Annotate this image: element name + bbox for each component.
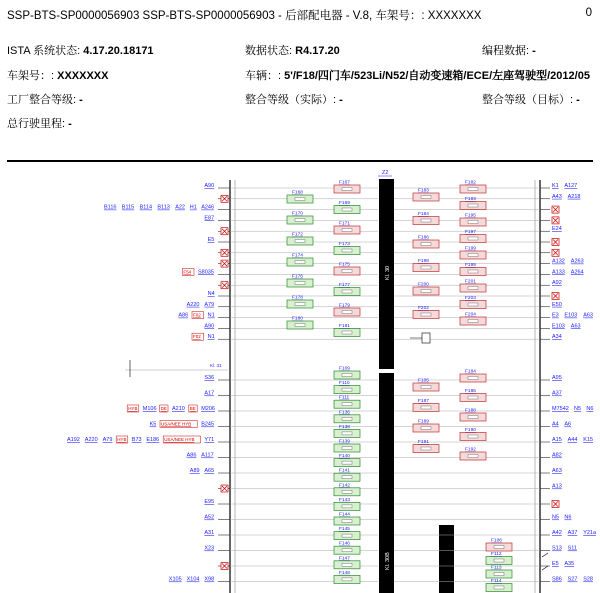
fuse-element [295,303,305,306]
fuse-label: F193 [465,197,476,202]
ref-label: HYB [128,406,138,411]
fuse-element [421,427,431,430]
ref-label: A37 [552,390,562,397]
fuse-label: F201 [465,279,476,285]
switch-symbol [542,553,548,557]
fuse-element [421,243,431,246]
fuse-element [342,461,352,464]
fuse-element [468,435,478,438]
ref-label: A17 [204,390,215,397]
ref-label: A44 [567,437,578,443]
fuse-label: F175 [339,262,350,268]
ref-label: X98 [204,576,215,583]
ref-label: A246 [201,204,215,211]
fuse-element [468,237,478,240]
ref-label: A264 [570,269,584,276]
fuse-element [468,455,478,458]
fuse-label: F148 [339,570,350,576]
fuse-label: F192 [465,447,476,453]
ref-label: A90 [204,323,215,330]
fuse-element [421,290,431,293]
ref-label: A220 [186,301,200,308]
fuse-label: F191 [418,440,429,445]
fuse-label: F178 [292,295,303,301]
ref-label: E24 [552,226,562,233]
fuse-element [468,303,478,306]
ref-label: A86 [178,312,189,319]
programming-data: 编程数据: - [482,45,536,57]
kl31-label: Kl. 31 [210,363,222,368]
ref-label: S8035 [198,269,214,276]
fuse-label: F197 [465,230,476,235]
ref-label: USA/NEE HYB [161,421,192,427]
fuse-label: F203 [465,296,476,301]
fuse-element [342,188,352,191]
relay-coil [422,333,430,343]
fuse-label: F189 [418,419,429,425]
ref-label: Y21a [583,530,597,536]
fuse-element [295,261,305,264]
page-number: 0 [585,7,592,19]
factory-integration-level: 工厂整合等级: - [7,94,83,106]
ref-label: A82 [552,452,562,459]
fuse-element [342,476,352,479]
fuse-label: F181 [339,324,350,329]
fuse-label: F109 [339,366,350,372]
ref-label: H1 [189,204,197,211]
ref-label: B114 [139,204,153,211]
ref-label: A210 [172,406,185,412]
ref-label: N1 [207,334,215,341]
ref-label: N5 [574,406,582,412]
fuse-element [468,254,478,257]
vin: 车架号：: XXXXXXX [7,70,109,82]
mileage: 总行驶里程: - [7,118,72,130]
ref-label: N5 [552,514,560,521]
vehicle: 车辆：: 5'/F18/四门车/523Li/N52/自动变速箱/ECE/左座驾驶型/2012/05 [245,70,590,82]
ref-label: A35 [564,561,575,567]
fuse-element [468,396,478,399]
fuse-label: F186 [465,389,476,394]
fuse-label: F174 [292,253,303,259]
fuse-label: F139 [339,439,350,445]
ref-label: N6 [564,514,572,521]
busbar-kl30-label: Kl. 30 [385,265,391,280]
ref-label: E103 [564,312,578,319]
fuse-element [342,388,352,391]
ref-label: A117 [201,452,214,459]
ref-label: S36 [204,375,215,381]
ref-label: K1 [552,183,559,189]
fuse-element [295,240,305,243]
fuse-label: F204 [465,312,476,318]
ref-label: N1 [207,312,215,319]
ref-label: B113 [157,204,170,211]
fuse-element [468,221,478,224]
ref-label: B245 [201,421,215,428]
fuse-element [468,204,478,207]
fuse-element [295,219,305,222]
ref-label: X104 [186,576,200,583]
fuse-label: F145 [339,527,350,533]
ref-label: A37 [567,530,578,536]
ref-label: X105 [168,576,182,583]
fuse-element [468,270,478,273]
ref-label: A63 [552,468,562,474]
fuse-label: F182 [465,180,476,186]
ref-label: F02 [193,312,201,318]
ref-label: A31 [204,530,215,536]
ref-label: A92 [552,280,562,287]
fuse-label: F176 [292,274,303,280]
fuse-element [421,266,431,269]
ref-label: A63 [570,323,581,330]
fuse-element [342,563,352,566]
fuse-element [342,534,352,537]
ref-label: HYB [117,437,127,442]
ref-label: A15 [552,437,562,443]
ref-label: A90 [204,183,215,189]
ref-label: A6 [564,421,572,428]
ref-label: E5 [207,237,215,243]
fuse-element [468,287,478,290]
fuse-label: F144 [339,512,350,518]
ref-label: A89 [189,468,200,474]
fuse-label: F180 [292,316,303,322]
fuse-element [342,403,352,406]
fuse-element [342,290,352,293]
ref-label: E5 [552,561,559,567]
fuse-element [342,208,352,211]
ref-label: S13 [552,545,562,552]
ref-label: A43 [552,193,562,200]
ref-label: K5 [149,421,157,428]
ref-label: B115 [121,204,135,211]
fuse-element [342,311,352,314]
fuse-label: F184 [418,212,429,217]
fuse-label: F114 [491,579,502,584]
ref-label: A79 [204,301,215,308]
ref-label: DE [160,406,167,411]
ref-label: M106 [142,406,157,412]
fuse-element [468,320,478,323]
fuse-label: F140 [339,454,350,460]
fuse-element [342,417,352,420]
fuse-label: F169 [339,201,350,206]
fuse-element [494,559,504,562]
fuse-label: F112 [491,552,502,557]
ref-label: A63 [583,312,593,319]
data-status: 数据状态: R4.17.20 [245,45,340,57]
ref-label: A133 [552,269,565,276]
fuse-label: F202 [418,306,429,311]
fuse-label: F113 [491,565,502,571]
fuse-element [342,331,352,334]
fuse-label: F147 [339,556,350,562]
fuse-element [494,573,504,576]
integration-level-target: 整合等级（目标）: - [482,94,580,106]
fuse-label: F105 [418,378,429,384]
fuse-label: F173 [339,242,350,247]
fuse-label: F198 [418,259,429,264]
fuse-element [342,270,352,273]
ref-label: M7542 [552,406,569,412]
fuse-element [295,282,305,285]
fuse-element [342,249,352,252]
fuse-label: F106 [491,538,502,544]
busbar-kl30b-label: Kl. 30B [385,552,391,570]
fuse-label: F170 [292,211,303,217]
fuse-element [342,520,352,523]
ref-label: USA/NEE HYB [164,437,195,442]
fuse-label: F143 [339,497,350,503]
fuse-label: F177 [339,283,350,288]
fuse-label: F187 [418,399,429,404]
fuse-label: F167 [339,180,350,186]
ref-label: A192 [67,437,80,443]
fuse-label: F172 [292,232,303,238]
ref-label: S86 [552,576,562,583]
fuse-label: F195 [465,213,476,219]
fuse-element [342,505,352,508]
fuse-element [494,546,504,549]
ref-label: A127 [564,183,578,189]
fuse-label: F199 [465,246,476,252]
ref-label: A95 [552,375,562,381]
ref-label: A132 [552,258,565,265]
fuse-element [421,219,431,222]
fuse-label: F136 [339,410,350,416]
ref-label: M206 [201,406,215,412]
ref-label: B116 [104,204,117,211]
fuse-element [342,374,352,377]
fuse-element [342,447,352,450]
ref-label: A22 [175,204,185,211]
ref-label: S27 [567,576,578,583]
fuse-element [421,313,431,316]
ref-label: A52 [204,514,215,521]
document-title: SSP-BTS-SP0000056903 SSP-BTS-SP0000056903 - 后部配电器 - V.8, 车架号：: XXXXXXX [7,10,482,22]
separator-rule [7,160,593,162]
fuse-label: F186 [418,235,429,241]
fuse-label: F199 [465,263,476,268]
fuse-element [421,447,431,450]
fuse-label: F190 [465,428,476,433]
ref-label: BE [189,406,196,411]
ref-label: X23 [204,545,215,552]
fuse-label: F188 [465,408,476,414]
ref-label: A13 [552,483,562,490]
fuse-element [342,549,352,552]
fuse-element [342,490,352,493]
fuse-element [421,196,431,199]
ref-label: A220 [84,437,98,443]
switch-symbol [542,566,548,570]
ref-label: S28 [583,576,593,583]
ref-label: K15 [583,437,593,443]
ref-label: E87 [204,215,215,222]
ref-label: E186 [146,437,160,443]
fuse-label: F184 [465,369,476,375]
ref-label: Y71 [204,437,215,443]
ref-label: N4 [207,291,215,297]
ref-label: E95 [204,499,215,505]
fuse-element [295,198,305,201]
fuse-element [468,416,478,419]
ref-label: E50 [552,301,562,308]
fuse-label: F141 [339,468,350,474]
fuse-label: F183 [418,188,429,194]
ref-label: A86 [186,452,197,459]
fuse-label: F138 [339,424,350,430]
ref-label: A42 [552,530,562,536]
fuse-label: F168 [292,190,303,196]
fuse-label: F179 [339,303,350,309]
ref-label: A263 [570,258,584,265]
ref-label: B73 [131,437,142,443]
fuse-element [342,229,352,232]
fuse-element [468,377,478,380]
ref-label: F54 [183,269,192,275]
ref-label: F02 [193,334,201,340]
ref-label: A34 [552,334,562,341]
ref-label: A65 [204,468,215,474]
ref-label: A79 [102,437,113,443]
ref-label: N6 [586,406,594,412]
ref-label: S11 [567,545,577,552]
fuse-element [468,188,478,191]
fuse-label: F142 [339,483,350,489]
ref-label: E3 [552,312,559,319]
fuse-label: F111 [339,395,350,401]
ref-label: A218 [567,193,581,200]
fuse-element [421,406,431,409]
fuse-element [421,386,431,389]
fuse-label: F146 [339,541,350,547]
fuse-element [494,586,504,589]
ref-label: A4 [552,421,559,428]
integration-level-actual: 整合等级（实际）: - [245,94,343,106]
fuse-label: F200 [418,282,429,288]
wiring-diagram [0,165,600,593]
fuse-element [342,432,352,435]
fuse-label: F110 [339,381,350,387]
ref-label: E103 [552,323,565,330]
fuse-element [342,578,352,581]
fuse-label: F171 [339,221,350,227]
top-connector-label: Z2 [382,170,389,176]
ista-status: ISTA 系统状态: 4.17.20.18171 [7,45,154,57]
fuse-element [295,324,305,327]
